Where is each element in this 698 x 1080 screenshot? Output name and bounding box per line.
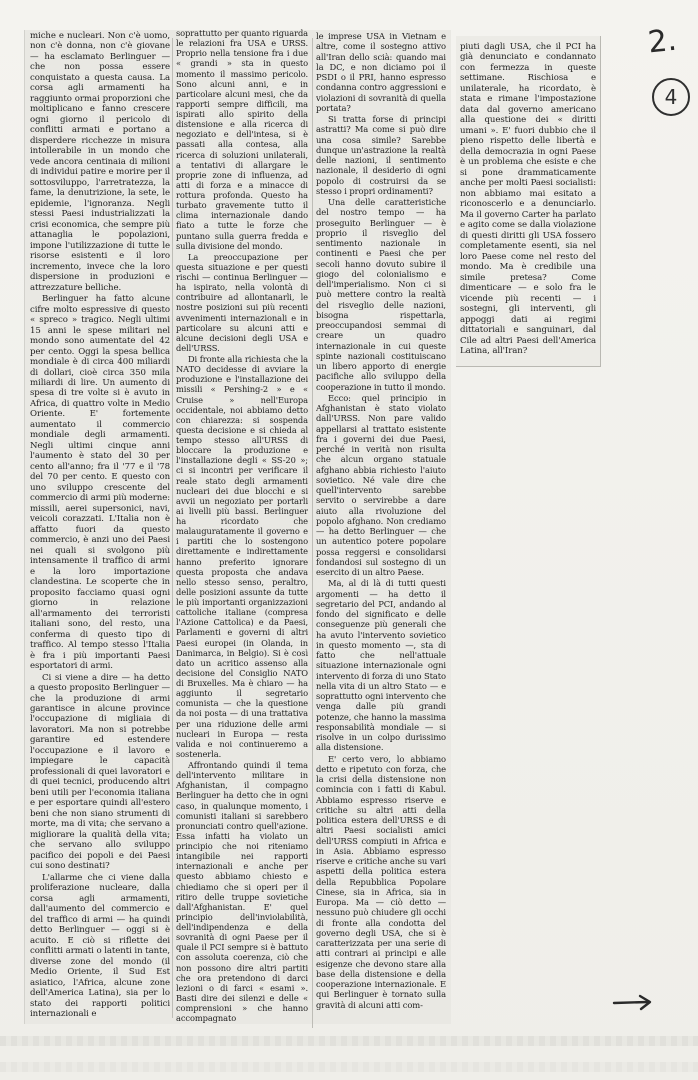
column-divider [312,38,313,1028]
article-column-1 [30,31,170,1026]
article-paragraph: Berlinguer ha fatto alcune cifre molto espressive di questo « spreco » tragico. Negli ultimi 15 anni le spese militari nel mondo sono aumentate del 42 per cento. Oggi la spesa bellica mondiale è di circa 400 miliardi di dollari, cioè circa 350 mila miliardi di lire. Un aumento di spesa di tre volte si è avuto in Africa, di quattro volte in Medio Oriente. E' fortemente aumentato il commercio mondiale degli armamenti. Negli ultimi cinque anni l'aumento è stato del 30 per cento all'anno; fra il '77 e il '78 del 70 per cento. E questo con uno sviluppo crescente del commercio di armi più moderne: missili, aerei supersonici, navi, veicoli corazzati. L'Italia non è affatto fuori da questo commercio, è anzi uno dei Paesi nei quali si svolgono più intensamente il traffico di armi e la loro importazione clandestina. Le scoperte che in proposito facciamo quasi ogni giorno in relazione all'armamento dei terroristi italiani sono, del resto, una conferma di questo tipo di traffico. Al tempo stesso l'Italia è fra i più importanti Paesi esportatori di armi. [30,294,170,672]
circled-number-mark: 4 [652,78,690,116]
handwritten-arrow-icon [612,992,656,1012]
article-column-3 [316,31,446,1021]
article-column-2 [176,28,308,1044]
article-paragraph: Ecco: quel principio in Afghanistan è stato violato dall'URSS. Non pare valido appellarsi al trattato esistente fra i governi dei due Paesi, perché in verità non risulta che alcun organo statuale afghano abbia richiesto l'aiuto sovietico. Né vale dire che quell'intervento sarebbe servito o servirebbe a dare aiuto alla rivoluzione del popolo afghano. Non crediamo — ha detto Berlinguer — che un autentico potere popolare possa reggersi e consolidarsi fondandosi sul sostegno di un esercito di un altro Paese. [316,392,446,577]
column-divider [172,38,173,1018]
article-paragraph: miche e nucleari. Non c'è uomo, non c'è donna, non c'è giovane — ha esclamato Berlinguer — che non possa essere conquistato a questa causa. La corsa agli armamenti ha raggiunto ormai proporzioni che moltiplicano e fanno crescere ogni giorno il pericolo di conflitti armati e portano a disperdere ricchezze in misura intollerabile in un mondo che vede ancora centinaia di milioni di individui patire e morire per il sottosviluppo, l'arretratezza, la fame, la denutrizione, la sete, le epidemie, l'ignoranza. Negli stessi Paesi industrializzati la crisi economica, che sempre più attanaglia le popolazioni, impone l'utilizzazione di tutte le risorse esistenti e il loro incremento, invece che la loro dispersione in produzioni e attrezzature belliche. [30,31,170,293]
article-paragraph: E' certo vero, lo abbiamo detto e ripetuto con forza, che la crisi della distensione non comincia con i fatti di Kabul. Abbiamo espresso riserve e critiche su altri atti della politica estera dell'URSS e di altri Paesi socialisti amici dell'URSS compiuti in Africa e in Asia. Abbiamo espresso riserve e critiche anche su vari aspetti della politica estera della Repubblica Popolare Cinese, sia in Africa, sia in Europa. Ma — ciò detto — nessuno può chiudere gli occhi di fronte alla condotta del governo degli USA, che si è caratterizzata per una serie di atti contrari ai principi e alle esigenze che devono stare alla base della distensione e della cooperazione internazionale. E qui Berlinguer è tornato sulla gravità di alcuni atti com- [316,753,446,1010]
handwritten-page-number: 2. [646,22,679,61]
article-paragraph: Ma, al di là di tutti questi argomenti — ha detto il segretario del PCI, andando al fondo del significato e delle conseguenze più generali che ha avuto l'intervento sovietico in questo momento —, sta di fatto che nell'attuale situazione internazionale ogni intervento di forza di uno Stato nella vita di un altro Stato — e soprattutto ogni intervento che venga dalle più grandi potenze, che hanno la massima responsabilità mondiale — si risolve in un colpo durissimo alla distensione. [316,578,446,753]
article-column-4-box [456,36,601,367]
article-paragraph: Si tratta forse di principi astratti? Ma come si può dire una cosa simile? Sarebbe dunque un'astrazione la realtà delle nazioni, il sentimento nazionale, il desiderio di ogni popolo di costruirsi da se stesso i propri ordinamenti? [316,114,446,196]
scan-bottom-edge [0,1062,698,1072]
article-paragraph: La preoccupazione per questa situazione e per questi rischi — continua Berlinguer — ha ispirato, nella volontà di contribuire ad allontanarli, le nostre posizioni sui più recenti avvenimenti internazionali e in particolare su alcuni atti e alcune decisioni degli USA e dell'URSS. [176,251,308,353]
article-paragraph: Di fronte alla richiesta che la NATO decidesse di avviare la produzione e l'installazione dei missili « Pershing-2 » e « Cruise » nell'Europa occidentale, noi abbiamo detto con chiarezza: si sospenda questa decisione e si chieda al tempo stesso all'URSS di bloccare la produzione e l'installazione degli « SS-20 »; ci si incontri per verificare il reale stato degli armamenti nucleari dei due blocchi e si avvii un negoziato per portarli ai livelli più bassi. Berlinguer ha ricordato che malauguratamente il governo e i partiti che lo sostengono direttamente e indirettamente hanno preferito ignorare questa proposta che andava nello stesso senso, peraltro, delle posizioni assunte da tutte le più importanti organizzazioni cattoliche italiane (compresa l'Azione Cattolica) e da Paesi, Parlamenti e governi di altri Paesi europei (in Olanda, in Danimarca, in Belgio). Si è così dato un acritico assenso alla decisione del Consiglio NATO di Bruxelles. Ma è chiaro — ha aggiunto il segretario comunista — che la questione da noi posta — di una trattativa per una riduzione delle armi nucleari in Europa — resta valida e noi continueremo a sostenerla. [176,354,308,759]
article-paragraph: Una delle caratteristiche del nostro tempo — ha proseguito Berlinguer — è proprio il risveglio del sentimento nazionale in continenti e Paesi che per secoli hanno dovuto subire il giogo del colonialismo e dell'imperialismo. Non ci si può mettere contro la realtà del risveglio delle nazioni, bisogna rispettarla, preoccupandosi semmai di creare un quadro internazionale in cui queste spinte nazionali costituiscano un libero apporto di energie pacifiche allo sviluppo della cooperazione in tutto il mondo. [316,197,446,392]
scan-bottom-edge [0,1036,698,1046]
article-paragraph: piuti dagli USA, che il PCI ha già denunciato e condannato con fermezza in queste settimane. Rischiosa e unilaterale, ha ricordato, è stata e rimane l'impostazione data dal governo americano alla questione dei « diritti umani ». E' fuori dubbio che il pieno rispetto delle libertà e della democrazia in ogni Paese è un problema che esiste e che si pone drammaticamente anche per molti Paesi socialisti: non abbiamo mai esitato a riconoscerlo e a denunciarlo. Ma il governo Carter ha parlato e agito come se dalla violazione di questi diritti gli USA fossero completamente esenti, sia nel loro Paese come nel resto del mondo. Ma è credibile una simile pretesa? Come dimenticare — e solo fra le vicende più recenti — i sostegni, gli interventi, gli appoggi dati ai regimi dittatoriali e sanguinari, dal Cile ad altri Paesi dell'America Latina, all'Iran? [460,42,596,357]
article-paragraph: soprattutto per quanto riguarda le relazioni fra USA e URSS. Proprio nella tensione fra i due « grandi » sta in questo momento il massimo pericolo. Sono alcuni anni, e in particolare alcuni mesi, che da rapporti sempre difficili, ma ispirati allo spirito della distensione e alla ricerca di negoziato e dell'intesa, si è passati alla contesa, alla ricerca di soluzioni unilaterali, a tentativi di allargare le proprie zone di influenza, ad atti di forza e a minacce di rottura profonda. Questo ha turbato gravemente tutto il clima internazionale dando fiato a tutte le forze che puntano sulla guerra fredda e sulla divisione del mondo. [176,28,308,251]
article-paragraph: le imprese USA in Vietnam e altre, come il sostegno attivo all'Iran dello scià: quando mai la DC, e non diciamo poi il PSDI o il PRI, hanno espresso condanna contro aggressioni e violazioni di sovranità di quella portata? [316,31,446,113]
article-column-4 [460,42,596,364]
article-paragraph: Affrontando quindi il tema dell'intervento militare in Afghanistan, il compagno Berlinguer ha detto che in ogni caso, in qualunque momento, i comunisti italiani si sarebbero pronunciati contro quell'azione. Essa infatti ha violato un principio che noi riteniamo intangibile nei rapporti internazionali e anche per questo abbiamo chiesto e chiediamo che si operi per il ritiro delle truppe sovietiche dall'Afghanistan. E' quel principio dell'inviolabilità, dell'indipendenza e della sovranità di ogni Paese per il quale il PCI sempre si è battuto con assoluta coerenza, ciò che non possono dire altri partiti che ora pretendono di darci lezioni o di farci « esami ». Basti dire dei silenzi e delle « comprensioni » che hanno accompagnato [176,760,308,1024]
article-paragraph: Ci si viene a dire — ha detto a questo proposito Berlinguer — che la produzione di armi garantisce in alcune province l'occupazione di migliaia di lavoratori. Ma non si potrebbe garantire ed estendere l'occupazione e il lavoro e impiegare le capacità professionali di quei lavoratori e di quei tecnici, producendo altri beni utili per l'economia italiana e per esportare quindi all'estero beni che non siano strumenti di morte, ma di vita; che servano a migliorare la qualità della vita; che servano allo sviluppo pacifico dei popoli e dei Paesi cui sono destinati? [30,672,170,872]
article-paragraph: L'allarme che ci viene dalla proliferazione nucleare, dalla corsa agli armamenti, dall'aumento del commercio e del traffico di armi — ha quindi detto Berlinguer — oggi si è acuito. E ciò si riflette dei conflitti armati o latenti in tante, diverse zone del mondo (il Medio Oriente, il Sud Est asiatico, l'Africa, alcune zone dell'America Latina), sia per lo stato dei rapporti politici internazionali e [30,872,170,1020]
